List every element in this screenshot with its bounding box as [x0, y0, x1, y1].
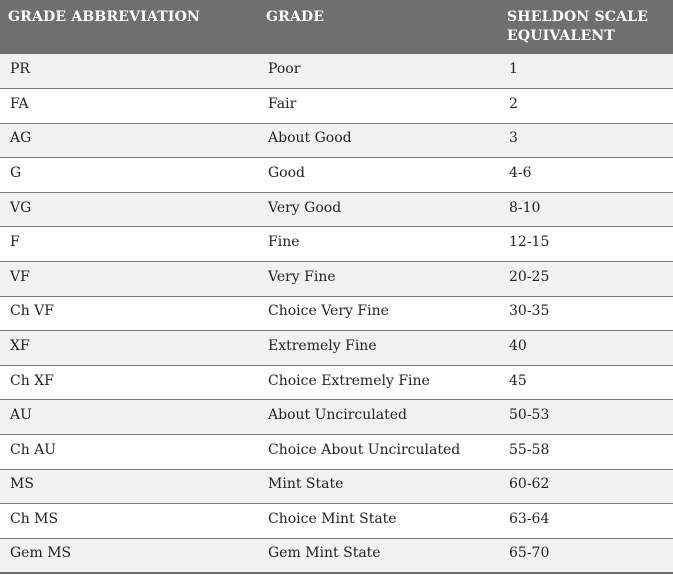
- cell-sheldon-scale: 2: [509, 95, 518, 112]
- cell-grade-abbreviation: Ch XF: [10, 372, 54, 389]
- cell-grade-abbreviation: Ch VF: [10, 303, 55, 320]
- table-body: [0, 54, 673, 573]
- table-header: [0, 0, 673, 54]
- cell-sheldon-scale: 50-53: [509, 407, 550, 424]
- cell-grade: Fair: [268, 95, 297, 112]
- cell-grade: Choice Extremely Fine: [268, 372, 430, 389]
- table-row: [0, 54, 673, 89]
- cell-sheldon-scale: 55-58: [509, 441, 550, 458]
- table-row: [0, 158, 673, 193]
- cell-grade-abbreviation: VG: [10, 199, 32, 216]
- cell-grade-abbreviation: F: [10, 234, 20, 251]
- table-row: [0, 123, 673, 158]
- cell-grade: Extremely Fine: [268, 338, 377, 355]
- cell-grade: Choice About Uncirculated: [268, 441, 461, 458]
- table-row: [0, 504, 673, 539]
- cell-grade: Fine: [268, 234, 300, 251]
- cell-grade-abbreviation: AU: [10, 407, 32, 424]
- table-row: [0, 469, 673, 504]
- table-row: [0, 89, 673, 124]
- table-row: [0, 538, 673, 573]
- table-row: [0, 365, 673, 400]
- cell-sheldon-scale: 63-64: [509, 511, 550, 528]
- cell-grade-abbreviation: PR: [10, 61, 30, 78]
- cell-grade: Very Good: [268, 199, 342, 216]
- table-row: [0, 262, 673, 297]
- header-grade: GRADE: [266, 9, 325, 25]
- cell-sheldon-scale: 45: [509, 372, 527, 389]
- cell-sheldon-scale: 60-62: [509, 476, 550, 493]
- cell-sheldon-scale: 30-35: [509, 303, 550, 320]
- header-sheldon-line2: EQUIVALENT: [507, 28, 615, 44]
- cell-grade-abbreviation: Ch AU: [10, 441, 57, 458]
- cell-sheldon-scale: 4-6: [509, 165, 532, 182]
- table-row: [0, 192, 673, 227]
- cell-sheldon-scale: 12-15: [509, 234, 550, 251]
- cell-grade-abbreviation: MS: [10, 476, 34, 493]
- cell-grade-abbreviation: Ch MS: [10, 511, 59, 528]
- cell-grade-abbreviation: Gem MS: [10, 545, 72, 562]
- table-row: [0, 296, 673, 331]
- cell-grade-abbreviation: VF: [10, 268, 30, 285]
- cell-sheldon-scale: 3: [509, 130, 518, 147]
- header-sheldon-scale: [500, 0, 673, 54]
- table-row: [0, 331, 673, 366]
- cell-grade-abbreviation: AG: [10, 130, 32, 147]
- cell-grade-abbreviation: FA: [10, 95, 29, 112]
- cell-grade: Poor: [268, 61, 301, 78]
- cell-grade-abbreviation: G: [10, 165, 22, 182]
- header-row: [0, 0, 673, 54]
- cell-grade-abbreviation: XF: [10, 338, 30, 355]
- cell-sheldon-scale: 20-25: [509, 268, 550, 285]
- cell-grade: About Good: [268, 130, 352, 147]
- table-row: [0, 400, 673, 435]
- cell-grade: About Uncirculated: [268, 407, 407, 424]
- header-grade-abbreviation: GRADE ABBREVIATION: [8, 9, 201, 25]
- table-row: [0, 435, 673, 470]
- cell-sheldon-scale: 65-70: [509, 545, 550, 562]
- cell-grade: Gem Mint State: [268, 545, 381, 562]
- cell-grade: Choice Very Fine: [268, 303, 389, 320]
- header-sheldon-line1: SHELDON SCALE: [507, 9, 649, 25]
- cell-grade: Good: [268, 165, 306, 182]
- cell-sheldon-scale: 8-10: [509, 199, 541, 216]
- cell-sheldon-scale: 40: [509, 338, 527, 355]
- cell-grade: Mint State: [268, 476, 344, 493]
- table-row: [0, 227, 673, 262]
- cell-grade: Choice Mint State: [268, 511, 397, 528]
- cell-sheldon-scale: 1: [509, 61, 518, 78]
- cell-grade: Very Fine: [268, 268, 336, 285]
